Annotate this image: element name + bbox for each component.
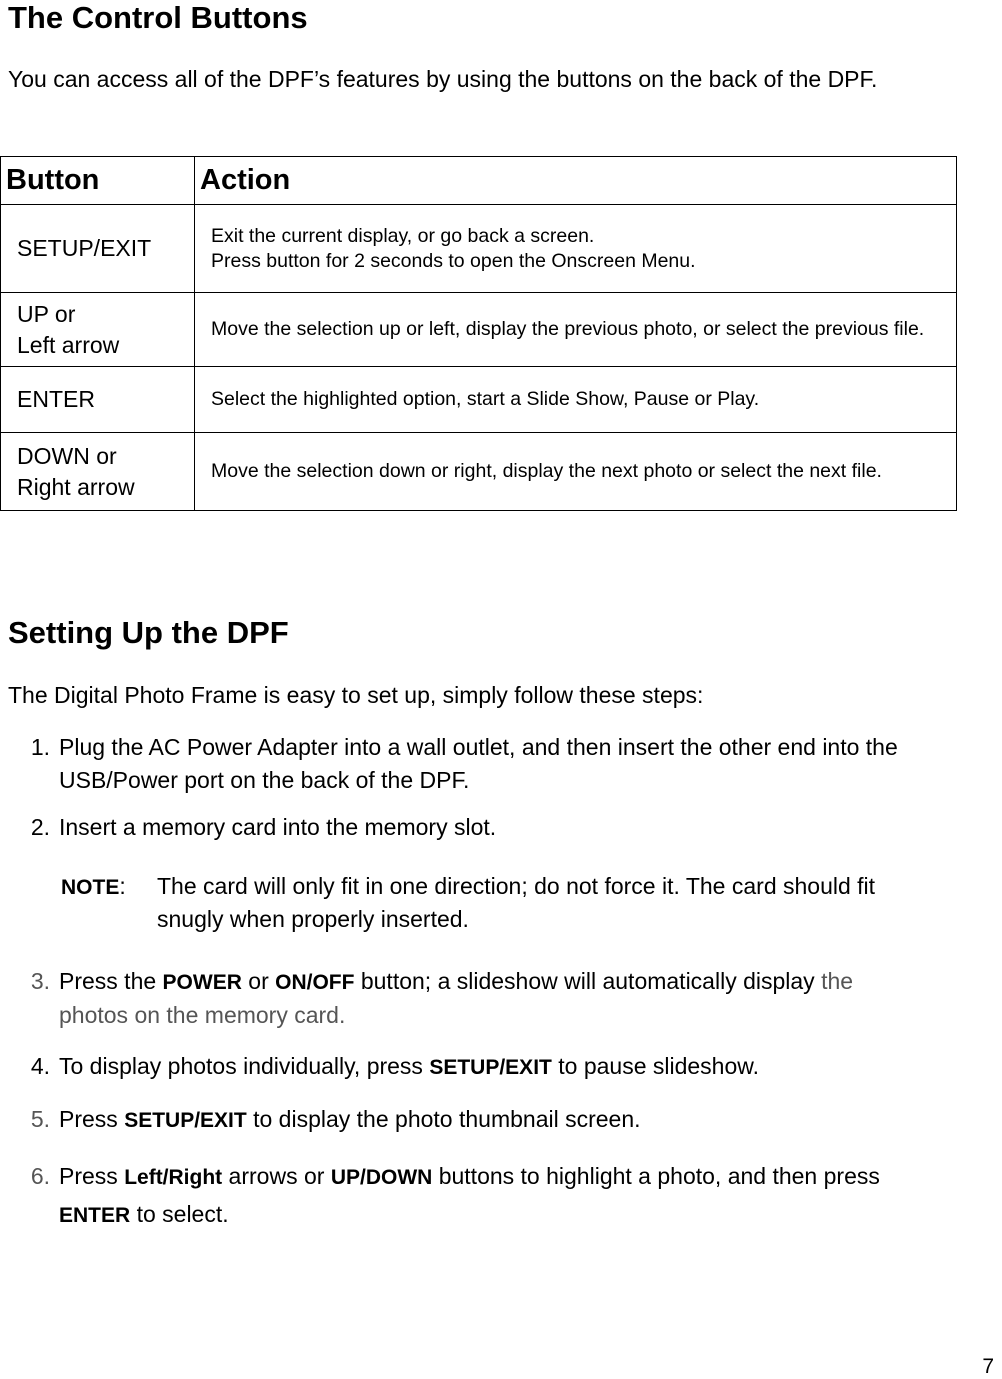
note-text: The card will only fit in one direction; do not force it. The card should fit snugly when properly inserted. (157, 873, 876, 932)
table-header-row (1, 157, 957, 205)
button-cell: ENTER (1, 367, 195, 433)
table-row (1, 205, 957, 293)
step-text: Plug the AC Power Adapter into a wall outlet, and then insert the other end into the USB/Power port on the back of the DPF. (59, 734, 898, 793)
note-label: NOTE (61, 876, 120, 899)
page-number: 7 (982, 1355, 994, 1378)
section-title-control-buttons: The Control Buttons (8, 0, 308, 35)
action-cell: Select the highlighted option, start a Slide Show, Pause or Play. (195, 367, 957, 433)
table-row (1, 367, 957, 433)
table-row (1, 293, 957, 367)
table-row (1, 433, 957, 511)
setup-intro: The Digital Photo Frame is easy to set up, simply follow these steps: (8, 682, 704, 708)
button-cell: SETUP/EXIT (1, 205, 195, 293)
action-cell: Move the selection down or right, display the next photo or select the next file. (195, 433, 957, 511)
step-text: Press SETUP/EXIT to display the photo thumbnail screen. (59, 1106, 641, 1132)
header-button: Button (1, 157, 195, 205)
step-text: Press Left/Right arrows or UP/DOWN buttons to highlight a photo, and then press ENTER to select. (59, 1163, 880, 1227)
step-number: 2. (30, 814, 50, 840)
control-buttons-table (0, 156, 957, 511)
step-number: 3. (30, 968, 50, 994)
action-cell: Move the selection up or left, display the previous photo, or select the previous file. (195, 293, 957, 367)
button-cell: DOWN or Right arrow (1, 433, 195, 511)
step-number: 6. (30, 1163, 50, 1189)
step-text: Insert a memory card into the memory slot. (59, 814, 497, 840)
section-title-setting-up: Setting Up the DPF (8, 615, 289, 650)
action-cell: Exit the current display, or go back a screen. Press button for 2 seconds to open the Onscreen Menu. (195, 205, 957, 293)
step-text: To display photos individually, press SETUP/EXIT to pause slideshow. (59, 1053, 759, 1079)
header-action: Action (195, 157, 957, 205)
button-cell: UP or Left arrow (1, 293, 195, 367)
control-buttons-intro: You can access all of the DPF’s features by using the buttons on the back of the DPF. (8, 66, 878, 92)
step-text: Press the POWER or ON/OFF button; a slideshow will automatically display the photos on the memory card. (59, 968, 854, 1028)
step-number: 5. (30, 1106, 50, 1132)
step-number: 4. (30, 1053, 50, 1079)
step-number: 1. (30, 734, 50, 760)
